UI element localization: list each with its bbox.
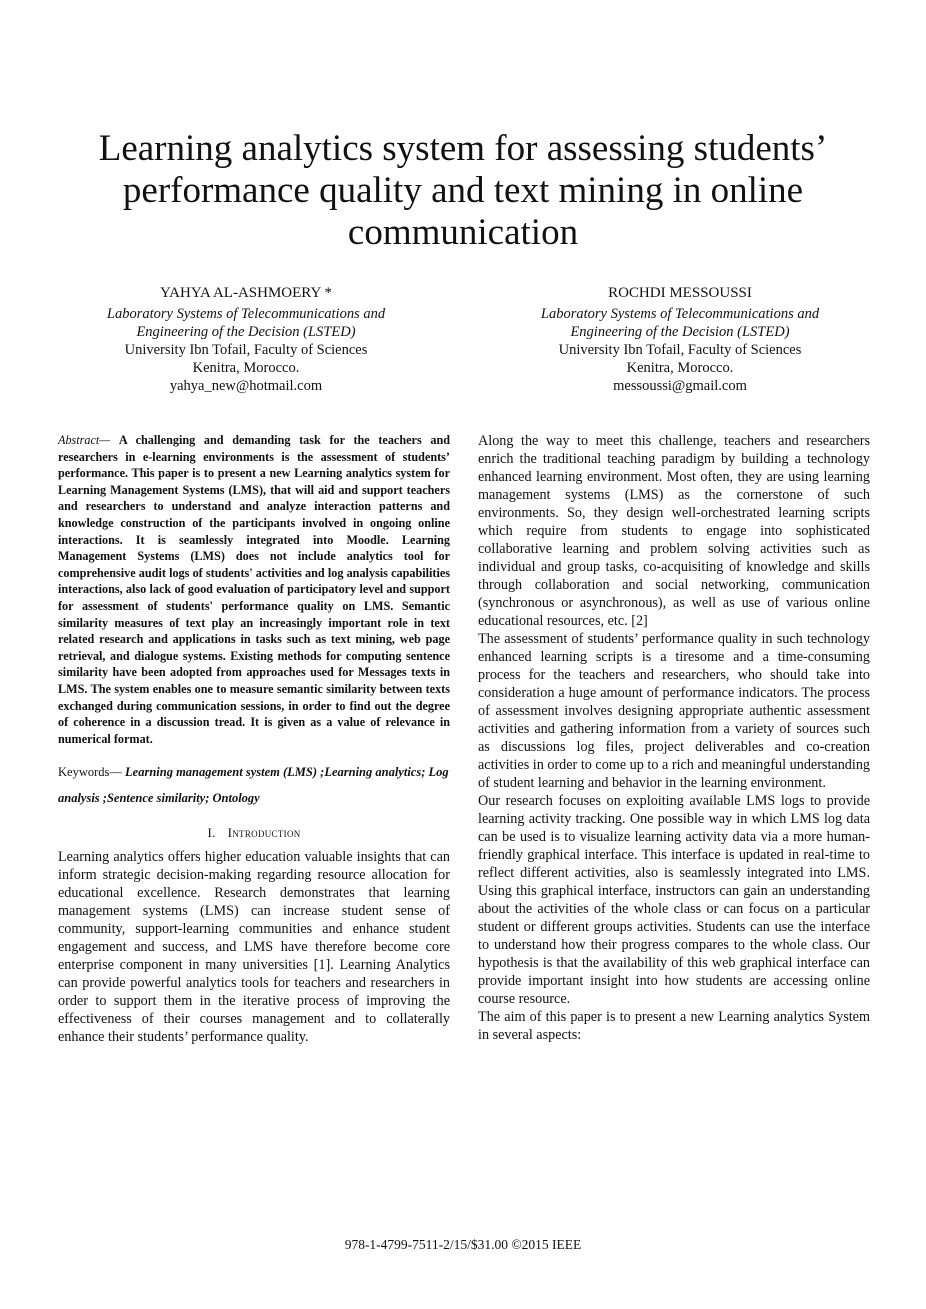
- author-block-2: [490, 284, 870, 395]
- section-number: I.: [207, 824, 216, 840]
- abstract-label: Abstract—: [58, 433, 111, 447]
- body-paragraph: Our research focuses on exploiting available LMS logs to provide learning activity tracking. One possible way in which LMS log data can be used is to visualize learning activity data via a more human-friendly graphical interface. This interface is updated in real-time to reflect different activities, also is seamlessly integrated into LMS. Using this graphical interface, instructors can gain an understanding about the activities of the whole class or can focus on a particular student or different groups activities. Students can use the interface to understand how their progress compares to the whole class. Our hypothesis is that the availability of this web graphical interface can provide important insight into how students are accessing online course resource.: [478, 793, 870, 1007]
- author-institution: University Ibn Tofail, Faculty of Sciences: [558, 342, 802, 358]
- author-affiliation-line2: Engineering of the Decision (LSTED): [136, 324, 356, 340]
- paper-title: Learning analytics system for assessing students’ performance quality and text mining in online communication: [98, 128, 828, 253]
- author-name: YAHYA AL-ASHMOERY *: [160, 285, 332, 301]
- author-block-1: [56, 284, 436, 395]
- author-location: Kenitra, Morocco.: [192, 360, 300, 376]
- author-email: messoussi@gmail.com: [613, 378, 747, 394]
- left-column: [58, 432, 450, 1046]
- author-affiliation-line2: Engineering of the Decision (LSTED): [570, 324, 790, 340]
- keywords: [58, 759, 450, 811]
- section-title: Introduction: [227, 824, 301, 840]
- author-email: yahya_new@hotmail.com: [169, 378, 323, 394]
- author-affiliation-line1: Laboratory Systems of Telecommunications and: [106, 306, 386, 322]
- author-affiliation-line1: Laboratory Systems of Telecommunications and: [540, 306, 820, 322]
- author-institution: University Ibn Tofail, Faculty of Sciences: [124, 342, 368, 358]
- copyright-footer: 978-1-4799-7511-2/15/$31.00 ©2015 IEEE: [344, 1237, 582, 1252]
- keywords-label: Keywords—: [58, 765, 122, 780]
- keywords-text: Learning management system (LMS) ;Learning analytics; Log analysis ;Sentence similarity; Ontology: [58, 765, 449, 806]
- abstract: [58, 432, 450, 747]
- author-name: ROCHDI MESSOUSSI: [608, 285, 752, 301]
- body-paragraph: The aim of this paper is to present a new Learning analytics System in several aspects:: [478, 1009, 870, 1043]
- author-location: Kenitra, Morocco.: [626, 360, 734, 376]
- section-heading-introduction: [58, 824, 450, 842]
- body-paragraph: Along the way to meet this challenge, teachers and researchers enrich the traditional teaching paradigm by building a technology enhanced learning environment. Most often, they are using learning management systems (LMS) as the cornerstone of such environments. So, they design well-orchestrated learning scripts which require from students to engage into sophisticated collaborative learning and problem solving activities such as individual and group tasks, co-acquisiting of knowledge and skills through collaboration and social networking, communication (synchronous or asynchronous), as well as use of various online educational resources, etc. [2]: [478, 433, 870, 629]
- body-paragraph: The assessment of students’ performance quality in such technology enhanced learning scripts is a tiresome and a time-consuming process for the teachers and researchers, who should take into consideration a huge amount of performance indicators. The process of assessment involves designing appropriate authentic assessment activities and gathering information from a variety of sources such as discussions log files, project deliverables and co-creation activities in order to come up to a rich and meaningful understanding of student learning and behavior in the learning environment.: [478, 631, 871, 791]
- intro-paragraph: Learning analytics offers higher education valuable insights that can inform strategic decision-making regarding resource allocation for educational excellence. Research demonstrates that learning management systems (LMS) can increase student sense of community, support-learning communities and enhance student engagement and success, and LMS have therefore become core enterprise component in many universities [1]. Learning Analytics can provide powerful analytics tools for teachers and researchers in order to support them in the iterative process of improving the effectiveness of their courses management and to collaterally enhance their students’ performance quality.: [58, 848, 450, 1045]
- abstract-text: A challenging and demanding task for the teachers and researchers in e-learning environments is the assessment of students’ performance. This paper is to present a new Learning analytics system for Learning Management Systems (LMS), that will aid and support teachers and researchers to understand and analyze interaction patterns and knowledge construction of the participants involved in ongoing online interactions. It is seamlessly integrated into Moodle. Learning Management Systems (LMS) does not include analytics tool for comprehensive audit logs of students' activities and log analysis capabilities interactions, also lack of good evaluation of participatory level and support for assessment of students' performance quality on LMS. Semantic similarity measures of text play an increasingly important role in text related research and applications in tasks such as text mining, web page retrieval, and dialogue systems. Existing methods for computing sentence similarity have been adopted from approaches used for Messages texts in LMS. The system enables one to measure semantic similarity between texts exchanged during communication sessions, in order to find out the degree of coherence in a discussion tread. It is given as a value of relevance in numerical format.: [58, 433, 450, 746]
- right-column: [478, 432, 870, 1044]
